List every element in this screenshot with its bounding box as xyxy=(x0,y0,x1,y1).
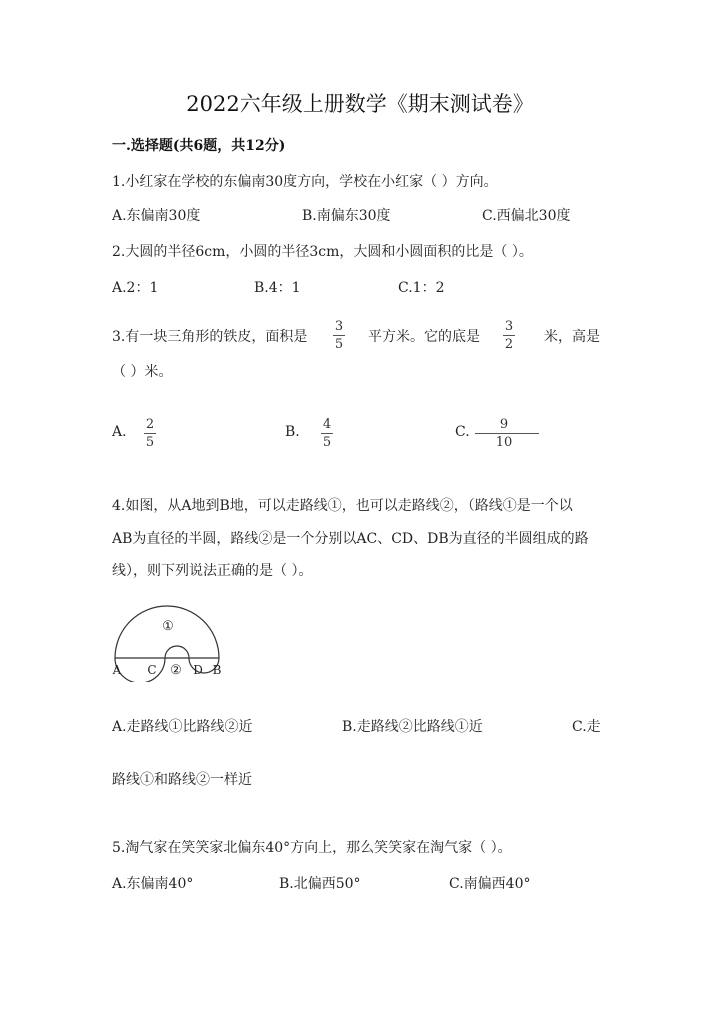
fraction-numerator: 9 xyxy=(499,417,509,432)
point-a-label: A xyxy=(112,663,122,677)
page-title: 2022六年级上册数学《期末测试卷》 xyxy=(186,92,534,116)
question-4-option-b: B.走路线②比路线①近 xyxy=(342,719,483,735)
fraction-bar xyxy=(321,433,333,434)
fraction-bar xyxy=(503,335,515,336)
fraction-denominator: 5 xyxy=(145,435,155,450)
fraction-numerator: 4 xyxy=(322,417,332,432)
fraction-denominator: 10 xyxy=(495,435,513,450)
semicircle-routes-diagram xyxy=(100,600,240,682)
route-1-label: ① xyxy=(162,619,174,634)
question-4-line2: AB为直径的半圆，路线②是一个分别以AC、CD、DB为直径的半圆组成的路 xyxy=(112,531,589,547)
question-3-option-a-fraction xyxy=(144,418,156,449)
question-1-stem: 1.小红家在学校的东偏南30度方向，学校在小红家（ ）方向。 xyxy=(112,174,498,190)
fraction-denominator: 5 xyxy=(334,337,344,352)
question-3-option-b-fraction xyxy=(321,418,333,449)
route-2-arc-ac xyxy=(115,658,165,682)
question-5-stem: 5.淘气家在笑笑家北偏东40°方向上，那么笑笑家在淘气家（ ）。 xyxy=(112,840,512,856)
section-heading: 一.选择题(共6题，共12分) xyxy=(112,138,286,154)
question-1-option-a: A.东偏南30度 xyxy=(112,208,201,224)
question-4-option-a: A.走路线①比路线②近 xyxy=(112,719,253,735)
point-d-label: D xyxy=(193,663,203,677)
question-3-text-part2: 平方米。它的底是 xyxy=(368,329,480,345)
question-1-option-b: B.南偏东30度 xyxy=(302,208,391,224)
question-3-option-c-label: C. xyxy=(455,424,470,440)
question-3-text-part1: 3.有一块三角形的铁皮，面积是 xyxy=(112,329,308,345)
question-2-option-c: C.1：2 xyxy=(398,280,445,296)
question-5-option-a: A.东偏南40° xyxy=(112,876,194,892)
point-c-label: C xyxy=(147,663,157,677)
question-3-option-c-fraction xyxy=(469,418,539,449)
question-2-option-a: A.2：1 xyxy=(112,280,159,296)
fraction-numerator: 3 xyxy=(334,319,344,334)
fraction-bar xyxy=(333,335,345,336)
question-4-line1: 4.如图，从A地到B地，可以走路线①，也可以走路线②，（路线①是一个以 xyxy=(112,498,573,514)
question-5-option-b: B.北偏西50° xyxy=(279,876,361,892)
question-3-text-part3: 米，高是 xyxy=(544,329,600,345)
question-4-line3: 线），则下列说法正确的是（ ）。 xyxy=(112,563,313,579)
question-4-option-c-part2: 路线①和路线②一样近 xyxy=(112,772,252,788)
question-3-option-a-label: A. xyxy=(112,424,127,440)
route-2-arc-cd xyxy=(165,646,189,658)
fraction-numerator: 3 xyxy=(504,319,514,334)
fraction-denominator: 5 xyxy=(322,435,332,450)
fraction-denominator: 2 xyxy=(504,337,514,352)
fraction-bar xyxy=(144,433,156,434)
question-1-option-c: C.西偏北30度 xyxy=(482,208,571,224)
question-3-option-b-label: B. xyxy=(285,424,300,440)
fraction-numerator: 2 xyxy=(145,417,155,432)
question-3-base-fraction xyxy=(503,320,515,351)
question-2-stem: 2.大圆的半径6cm，小圆的半径3cm，大圆和小圆面积的比是（ ）。 xyxy=(112,244,533,260)
question-3-text-line2: （ ）米。 xyxy=(112,364,173,380)
question-3-area-fraction xyxy=(333,320,345,351)
route-2-label: ② xyxy=(170,663,182,678)
question-2-option-b: B.4：1 xyxy=(254,280,301,296)
question-4-option-c-part1: C.走 xyxy=(572,719,601,735)
fraction-bar xyxy=(475,433,539,434)
question-5-option-c: C.南偏西40° xyxy=(449,876,531,892)
point-b-label: B xyxy=(212,663,222,677)
